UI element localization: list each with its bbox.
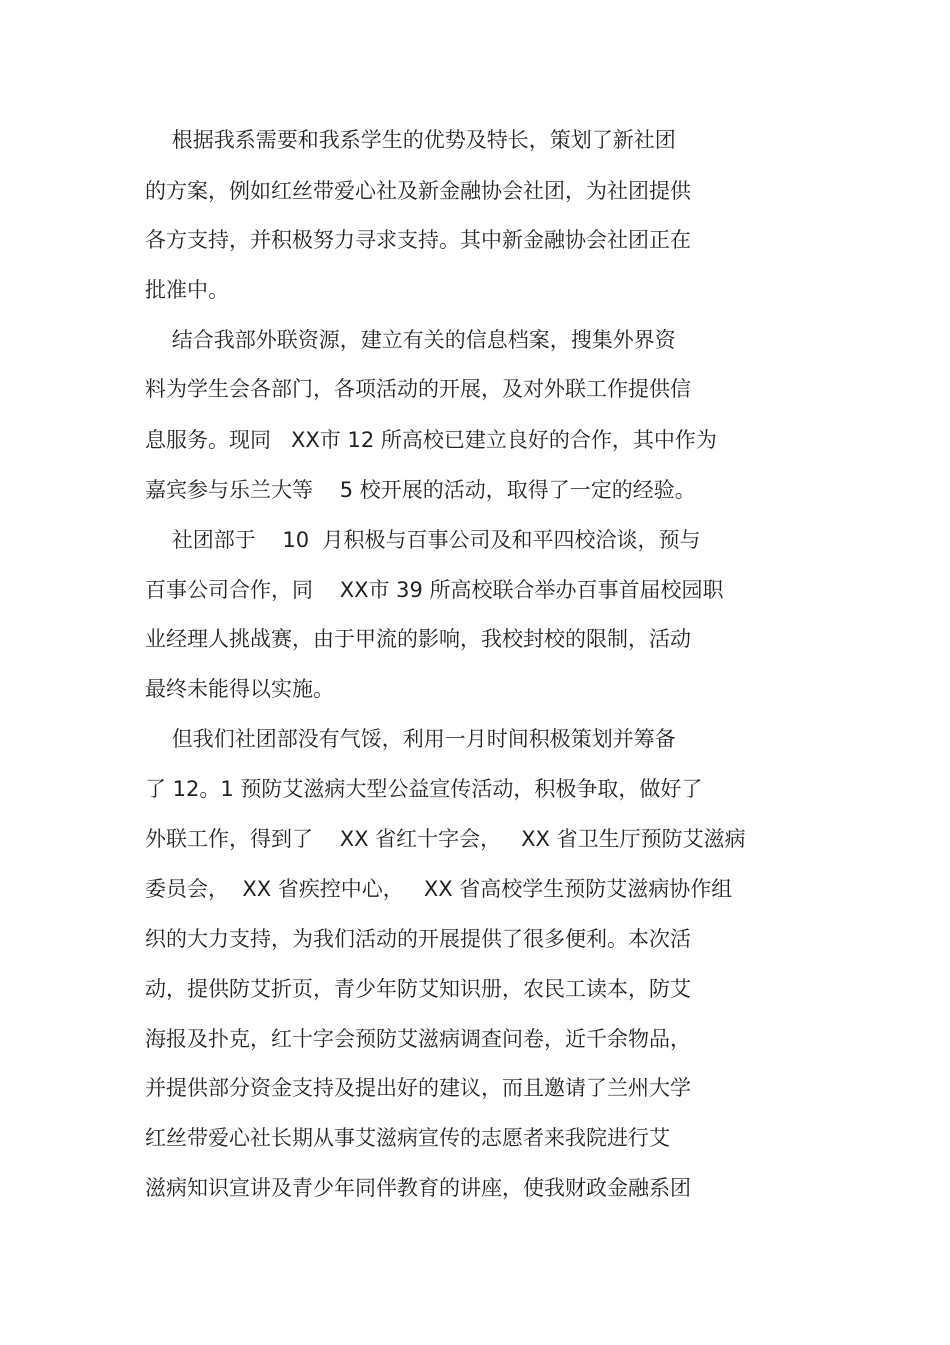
text-line: 动，提供防艾折页，青少年防艾知识册，农民工读本，防艾 [145,977,691,1001]
text-line: 各方支持，并积极努力寻求支持。其中新金融协会社团正在 [145,228,691,252]
text-line: 了 12。1 预防艾滋病大型公益宣传活动，积极争取，做好了 [145,777,703,801]
text-line: 委员会， XX 省疾控中心， XX 省高校学生预防艾滋病协作组 [145,877,733,901]
text-line: 业经理人挑战赛，由于甲流的影响，我校封校的限制，活动 [145,627,691,651]
text-line: 外联工作，得到了 XX 省红十字会， XX 省卫生厅预防艾滋病 [145,827,746,851]
text-line: 百事公司合作，同 XX市 39 所高校联合举办百事首届校园职 [145,578,724,602]
text-line: 最终未能得以实施。 [145,677,334,701]
text-line: 结合我部外联资源，建立有关的信息档案，搜集外界资 [145,328,676,352]
text-line: 海报及扑克，红十字会预防艾滋病调查问卷，近千余物品， [145,1027,691,1051]
text-line: 并提供部分资金支持及提出好的建议，而且邀请了兰州大学 [145,1076,691,1100]
text-line: 的方案，例如红丝带爱心社及新金融协会社团，为社团提供 [145,179,691,203]
text-line: 滋病知识宣讲及青少年同伴教育的讲座，使我财政金融系团 [145,1176,691,1200]
text-line: 社团部于 10 月积极与百事公司及和平四校洽谈，预与 [145,528,701,552]
text-line: 批准中。 [145,278,229,302]
text-line: 织的大力支持，为我们活动的开展提供了很多便利。本次活 [145,927,691,951]
text-line: 红丝带爱心社长期从事艾滋病宣传的志愿者来我院进行艾 [145,1126,670,1150]
text-line: 料为学生会各部门，各项活动的开展，及对外联工作提供信 [145,377,691,401]
text-line: 根据我系需要和我系学生的优势及特长，策划了新社团 [145,128,676,152]
text-line: 但我们社团部没有气馁，利用一月时间积极策划并筹备 [145,727,676,751]
text-line: 息服务。现同 XX市 12 所高校已建立良好的合作，其中作为 [145,428,717,452]
text-line: 嘉宾参与乐兰大等 5 校开展的活动，取得了一定的经验。 [145,478,696,502]
